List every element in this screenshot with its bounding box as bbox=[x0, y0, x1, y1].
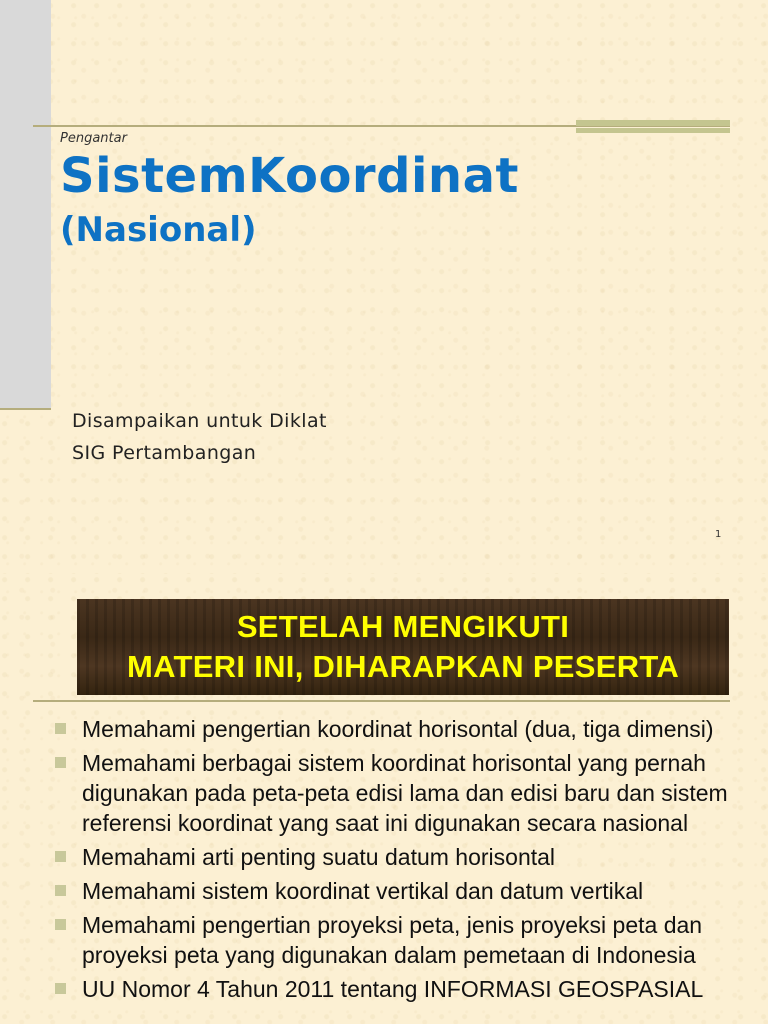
list-item-text: Memahami arti penting suatu datum horisontal bbox=[82, 844, 556, 870]
slide-subtitle: (Nasional) bbox=[60, 210, 257, 250]
presented-line-2: SIG Pertambangan bbox=[72, 442, 257, 464]
slide-2 bbox=[0, 574, 768, 1024]
presented-line-1: Disampaikan untuk Diklat bbox=[72, 410, 327, 432]
list-item bbox=[55, 842, 765, 872]
lower-divider-line bbox=[0, 408, 51, 410]
list-item bbox=[55, 974, 765, 1004]
square-bullet-icon bbox=[55, 851, 66, 862]
banner-line-2: MATERI INI, DIHARAPKAN PESERTA bbox=[126, 649, 680, 684]
banner-divider-line bbox=[33, 700, 730, 702]
square-bullet-icon bbox=[55, 723, 66, 734]
accent-bar-bottom bbox=[576, 128, 730, 133]
square-bullet-icon bbox=[55, 983, 66, 994]
banner-line-1: SETELAH MENGIKUTI bbox=[236, 609, 570, 644]
objectives-banner bbox=[77, 599, 729, 695]
list-item bbox=[55, 748, 765, 838]
square-bullet-icon bbox=[55, 919, 66, 930]
list-item-text: Memahami pengertian koordinat horisontal (dua, tiga dimensi) bbox=[82, 716, 714, 742]
objectives-list bbox=[55, 714, 765, 1008]
section-label: Pengantar bbox=[60, 131, 127, 146]
accent-bar-top bbox=[576, 120, 730, 126]
list-item-text: UU Nomor 4 Tahun 2011 tentang INFORMASI GEOSPASIAL bbox=[82, 976, 704, 1002]
square-bullet-icon bbox=[55, 885, 66, 896]
square-bullet-icon bbox=[55, 757, 66, 768]
list-item-text: Memahami berbagai sistem koordinat horisontal yang pernah digunakan pada peta-peta edisi lama dan edisi baru dan sistem referensi koordinat yang saat ini digunakan secara nasional bbox=[82, 750, 728, 836]
list-item bbox=[55, 876, 765, 906]
list-item bbox=[55, 910, 765, 970]
list-item-text: Memahami sistem koordinat vertikal dan datum vertikal bbox=[82, 878, 644, 904]
presented-for-text bbox=[72, 405, 327, 469]
page-number: 1 bbox=[715, 529, 722, 540]
list-item-text: Memahami pengertian proyeksi peta, jenis proyeksi peta dan proyeksi peta yang digunakan dalam pemetaan di Indonesia bbox=[82, 912, 703, 968]
slide-title: SistemKoordinat bbox=[60, 148, 519, 204]
list-item bbox=[55, 714, 765, 744]
left-sidebar-bar bbox=[0, 0, 51, 410]
